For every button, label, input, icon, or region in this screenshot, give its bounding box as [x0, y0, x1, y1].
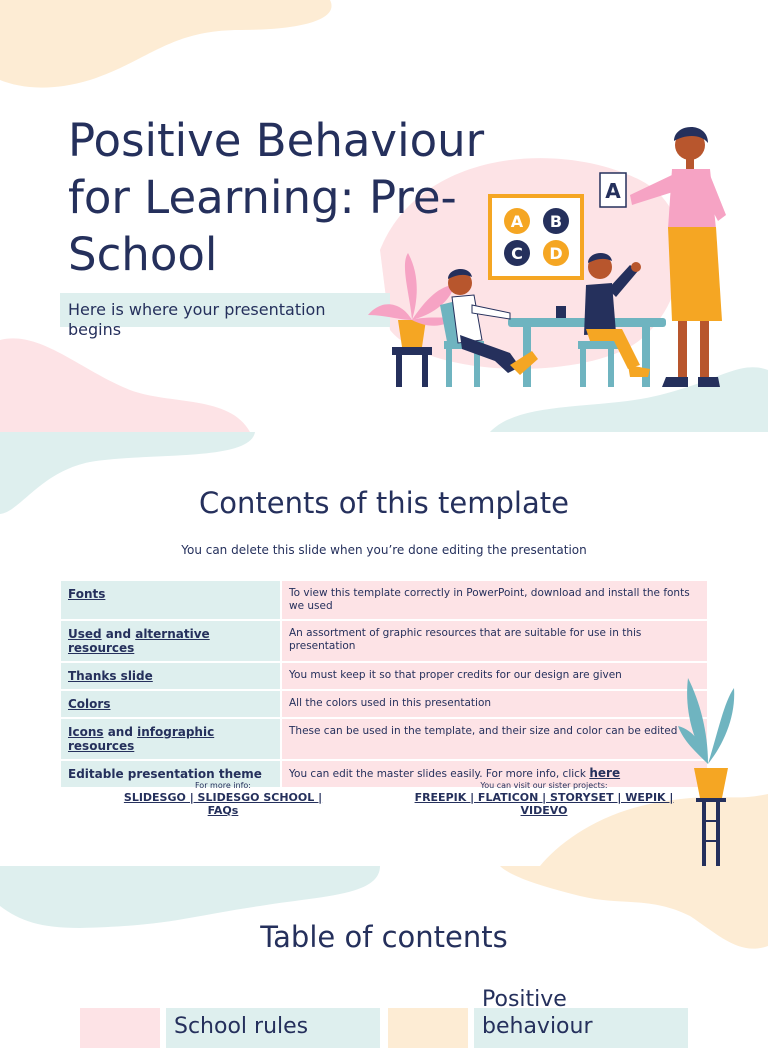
contents-row [61, 581, 707, 621]
resource-link[interactable]: alternative resources [68, 627, 210, 655]
description-text: You can edit the master slides easily. For more info, click [289, 768, 590, 780]
slide-subtitle: Here is where your presentation begins [68, 300, 326, 339]
toc-item-1[interactable] [166, 1008, 380, 1048]
description-text: These can be used in the template, and their size and color can be edited [289, 725, 678, 737]
description-text: You must keep it so that proper credits for our design are given [289, 669, 622, 681]
label-text: Editable presentation theme [68, 767, 262, 781]
label-text: and [101, 627, 136, 641]
contents-row-description [282, 621, 707, 663]
sister-projects-links[interactable]: FREEPIK | FLATICON | STORYSET | WEPIK | VIDEVO [414, 791, 674, 817]
contents-table [61, 581, 707, 789]
resource-link[interactable]: Thanks slide [68, 669, 153, 683]
plant-stand-illustration [674, 672, 744, 866]
contents-row-description [282, 663, 707, 691]
sister-projects-label: You can visit our sister projects: [480, 781, 608, 790]
contents-row [61, 691, 707, 719]
toc-title: Table of contents [260, 920, 508, 954]
description-text: To view this template correctly in PowerPoint, download and install the fonts we used [289, 587, 690, 612]
svg-text:A: A [605, 179, 621, 203]
svg-text:C: C [511, 244, 523, 263]
slide-title: Positive Behaviour for Learning: Pre-School [68, 114, 485, 281]
toc-item-1-label: School rules [174, 1014, 309, 1039]
resource-link[interactable]: Used [68, 627, 102, 641]
contents-row-description [282, 691, 707, 719]
contents-row [61, 719, 707, 761]
svg-text:D: D [549, 244, 563, 263]
svg-text:A: A [510, 212, 524, 231]
contents-row [61, 621, 707, 663]
toc-number-box-1 [80, 1008, 160, 1048]
label-text: and [103, 725, 138, 739]
contents-row [61, 663, 707, 691]
contents-row-description [282, 581, 707, 621]
title-slide [0, 0, 768, 432]
contents-note: You can delete this slide when you’re done editing the presentation [181, 543, 587, 557]
contents-title: Contents of this template [199, 486, 569, 520]
contents-row-label [61, 581, 282, 621]
classroom-illustration [360, 115, 740, 395]
resource-link[interactable]: Fonts [68, 587, 106, 601]
more-info-links[interactable]: SLIDESGO | SLIDESGO SCHOOL | FAQs [123, 791, 323, 817]
contents-row-label [61, 663, 282, 691]
more-info-label: For more info: [194, 781, 251, 790]
contents-row-label [61, 719, 282, 761]
toc-item-2[interactable] [474, 987, 688, 1048]
resource-link[interactable]: infographic resources [68, 725, 215, 753]
resource-link[interactable]: Colors [68, 697, 111, 711]
here-link[interactable]: here [589, 766, 621, 780]
description-text: All the colors used in this presentation [289, 697, 492, 709]
toc-item-2-label: Positive behaviour [482, 987, 593, 1039]
contents-row-label [61, 691, 282, 719]
contents-row-description [282, 719, 707, 761]
contents-row-label [61, 621, 282, 663]
contents-slide [0, 432, 768, 866]
description-text: An assortment of graphic resources that are suitable for use in this presentation [289, 627, 642, 652]
svg-text:B: B [549, 212, 563, 231]
table-of-contents-slide [0, 866, 768, 1039]
resource-link[interactable]: Icons [68, 725, 104, 739]
toc-number-box-2 [388, 1008, 468, 1048]
